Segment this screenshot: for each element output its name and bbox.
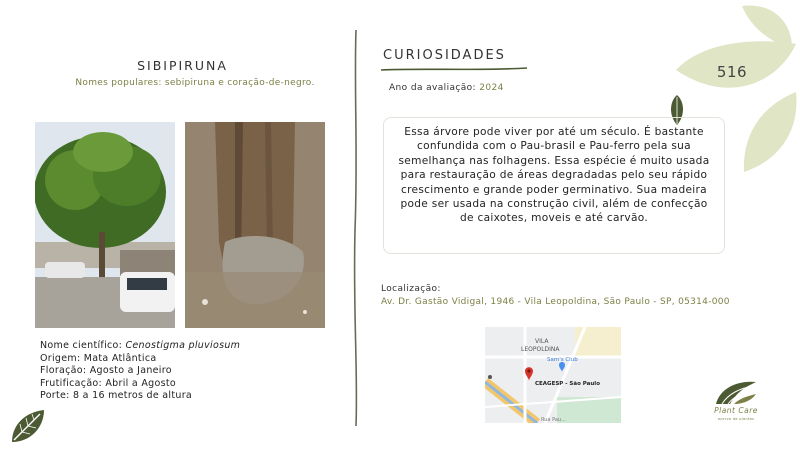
location-map[interactable] xyxy=(485,327,621,423)
scientific-name: Cenostigma pluviosum xyxy=(125,340,241,351)
size-line: Porte: 8 a 16 metros de altura xyxy=(40,390,193,401)
fruiting-line: Frutificação: Abril a Agosto xyxy=(40,377,176,389)
evaluation-year-value: 2024 xyxy=(479,83,504,93)
map-store-label: Sam's Club xyxy=(547,357,578,363)
leaf-bottom-left-icon xyxy=(8,406,48,446)
brand-name: Plant Care xyxy=(714,406,758,415)
leaf-bottom-icon xyxy=(744,92,797,172)
location-address[interactable]: Av. Dr. Gastão Vidigal, 1946 - Vila Leopoldina, São Paulo - SP, 05314-000 xyxy=(381,297,730,307)
map-district-line1: VILA xyxy=(535,338,549,345)
column-divider xyxy=(352,30,360,426)
flowering-line: Floração: Agosto a Janeiro xyxy=(40,365,172,376)
map-district-line2: LEOPOLDINA xyxy=(521,346,560,353)
curiosities-text: Essa árvore pode viver por até um século. É bastante confundida com o Pau-brasil e Pau-ferro pela sua semelhança nas folhagens. Essa espécie é muito usada para restauração de áreas degradadas pelo seu rápido crescimento e grande poder germinativo. Sua madeira pode ser usada na construção civil, além de confecção de caixotes, moveis e até carvão. xyxy=(398,126,710,225)
scientific-name-line: Nome científico: Cenostigma pluviosum xyxy=(40,340,241,351)
species-details xyxy=(40,340,240,403)
trunk-photo xyxy=(185,122,325,328)
species-title: SIBIPIRUNA xyxy=(137,58,228,73)
popular-names: Nomes populares: sebipiruna e coração-de-negro. xyxy=(75,78,315,88)
location-label: Localização: xyxy=(381,284,441,294)
tree-number: 516 xyxy=(716,63,748,81)
heading-underline xyxy=(381,66,527,72)
curiosities-heading: CURIOSIDADES xyxy=(383,48,506,63)
tree-photo xyxy=(35,122,175,328)
origin-line: Origem: Mata Atlântica xyxy=(40,352,157,364)
brand-tagline: acervo de plantas xyxy=(717,417,755,421)
map-place-label: CEAGESP - São Paulo xyxy=(535,381,600,387)
evaluation-year: Ano da avaliação: 2024 xyxy=(389,83,504,93)
brand-logo-icon xyxy=(714,380,758,406)
curiosities-box xyxy=(383,117,725,254)
map-road-label: Rua Pau... xyxy=(541,417,566,423)
